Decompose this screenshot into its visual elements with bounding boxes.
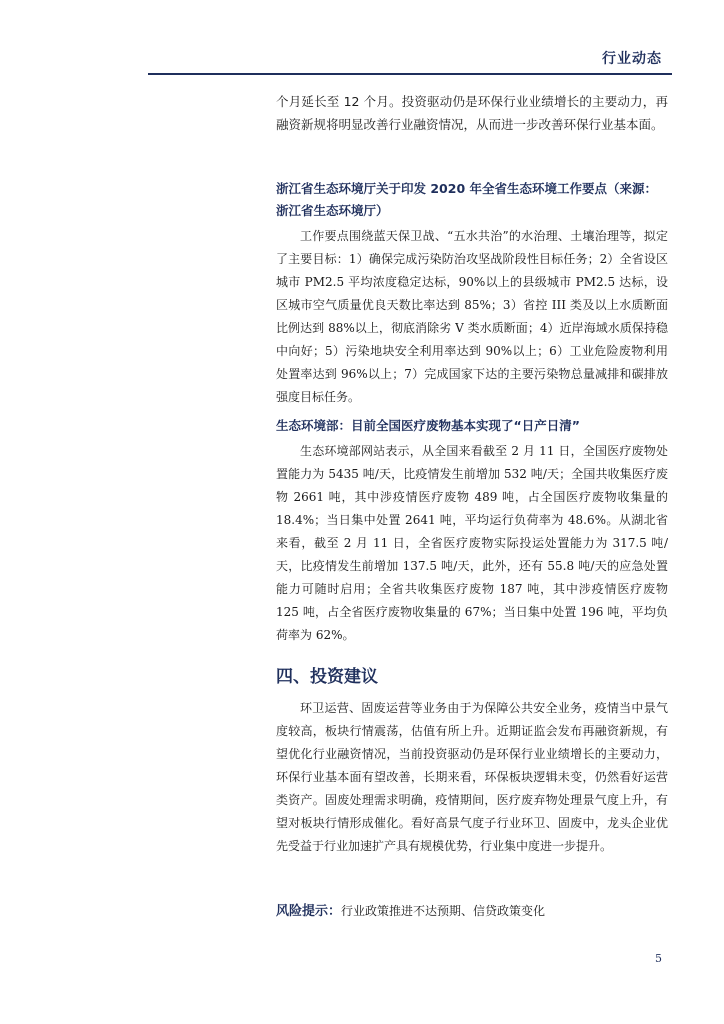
- risk-text: 行业政策推进不达预期、信贷政策变化: [341, 904, 546, 918]
- news-body: 工作要点围绕蓝天保卫战、“五水共治”的水治理、土壤治理等，拟定了主要目标：1）确保完成污染防治攻坚战阶段性目标任务；2）全省设区城市 PM2.5 平均浓度稳定达标，90%以上的县级城市 PM2.5 达标，设区城市空气质量优良天数比率达到 85%；3）省控 III 类及以上水质断面比例达到 88%以上，彻底消除劣 V 类水质断面；4）近岸海域水质保持稳中向好；5）污染地块安全利用率达到 90%以上；6）工业危险废物利用处置率达到 96%以上；7）完成国家下达的主要污染物总量减排和碳排放强度目标任务。: [276, 229, 668, 404]
- news-item: [276, 178, 668, 409]
- header-rule: [148, 73, 672, 75]
- continuation-text: 个月延长至 12 个月。投资驱动仍是环保行业业绩增长的主要动力，再融资新规将明显改善行业融资情况，从而进一步改善环保行业基本面。: [276, 94, 668, 132]
- section-heading: 四、投资建议: [276, 667, 378, 687]
- news-body: 生态环境部网站表示，从全国来看截至 2 月 11 日，全国医疗废物处置能力为 5435 吨/天，比疫情发生前增加 532 吨/天；全国共收集医疗废物 2661 吨，其中涉疫情医疗废物 489 吨，占全国医疗废物收集量的 18.4%；当日集中处置 2641 吨，平均运行负荷率为 48.6%。从湖北省来看，截至 2 月 11 日，全省医疗废物实际投运处置能力为 317.5 吨/天，比疫情发生前增加 137.5 吨/天，此外，还有 55.8 吨/天的应急处置能力可随时启用；全省共收集医疗废物 187 吨，其中涉疫情医疗废物 125 吨，占全省医疗废物收集量的 67%；当日集中处置 196 吨，平均负荷率为 62%。: [276, 444, 668, 642]
- investment-section: [276, 664, 668, 858]
- continuation-paragraph: [276, 90, 668, 136]
- risk-note: [276, 900, 668, 919]
- risk-label: 风险提示：: [276, 904, 342, 919]
- news-title: 生态环境部：目前全国医疗废物基本实现了“日产日清”: [276, 418, 580, 433]
- section-body: 环卫运营、固废运营等业务由于为保障公共安全业务，疫情当中景气度较高，板块行情震荡，估值有所上升。近期证监会发布再融资新规，有望优化行业融资情况，当前投资驱动仍是环保行业业绩增长的主要动力，环保行业基本面有望改善，长期来看，环保板块逻辑未变，仍然看好运营类资产。固废处理需求明确，疫情期间，医疗废弃物处理景气度上升，有望对板块行情形成催化。看好高景气度子行业环卫、固废中，龙头企业优先受益于行业加速扩产具有规模优势，行业集中度进一步提升。: [276, 701, 668, 853]
- news-item: [276, 415, 668, 647]
- news-title: 浙江省生态环境厅关于印发 2020 年全省生态环境工作要点（来源：浙江省生态环境厅）: [276, 181, 657, 218]
- page-number: 5: [655, 952, 662, 965]
- page-header-title: 行业动态: [602, 51, 662, 67]
